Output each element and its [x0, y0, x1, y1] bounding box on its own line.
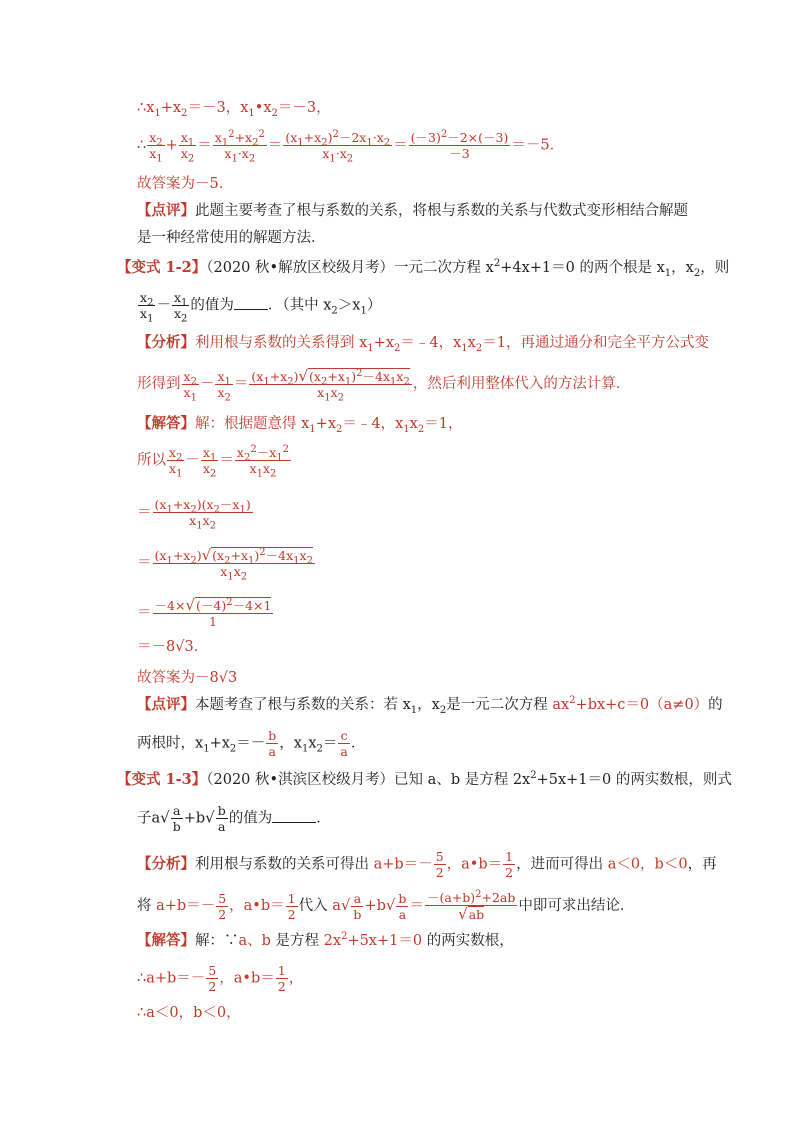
- solution-step-4: ＝ $\frac{-4\times√(-4)^2-4\times 1}{1}$: [137, 596, 272, 629]
- solution-3-line-2: ∴a+b＝－ $\frac{5}{2}$ ，a•b＝ $\frac{1}{2}$ ，: [137, 963, 304, 994]
- question-source: （2020 秋•解放区校级月考）一元二次方程 $x^2+4x+1=0$ 的两个根是 $x_1$，$x_2$，则: [206, 258, 730, 279]
- step-result: ＝－5．: [511, 137, 565, 154]
- analysis-3-line-2: 将 a+b＝－ $\frac{5}{2}$ ，a•b＝ $\frac{1}{2}$ 代入 a√ $\frac{a}{b}$ +b√ $\frac{b}{a}$ ＝ $\frac{-(a+b)^2+2ab}{√ab}$ 中即可求出结论．: [137, 888, 635, 923]
- answer-line-2: 故答案为－8√3: [137, 670, 238, 686]
- answer-blank-2[interactable]: [272, 808, 316, 823]
- comment-2-line-2: 两根时，$x_1+x_2=-$ $\frac{b}{a}$ ，$x_1x_2=$ $\frac{c}{a}$ ．: [137, 728, 366, 759]
- question-tag: 【变式 1-2】: [117, 259, 207, 276]
- question-1-2-line-2: $\frac{x_2}{x_1}$ － $\frac{x_1}{x_2}$ 的值为 ．（其中 $x_2>x_1$）: [140, 290, 382, 325]
- question-1-3-line-1: 【变式 1-3】（2020 秋•淇滨区校级月考）已知 a、b 是方程 $2x^2+5x+1=0$ 的两实数根，则式: [117, 770, 732, 788]
- comment-line-2: 是一种经常使用的解题方法．: [137, 230, 326, 246]
- step-expression: ∴ $\frac{x_2}{x_1}$ + $\frac{x_1}{x_2}$ ＝ $\frac{x_1^2+x_2^2}{x_1\cdot x_2}$ ＝ $\frac{(x_1+x_2)^2-2x_1\cdot x_2}{x_1\cdot x_2}$ ＝ $\frac{(-3)^2-2\times(-3)}{-3}$ ＝－5．: [137, 128, 565, 165]
- answer-line: 故答案为－5．: [137, 176, 234, 192]
- comment-line-1: [137, 201, 688, 221]
- answer-blank[interactable]: [234, 295, 268, 310]
- question-1-2-line-1: [117, 258, 729, 278]
- analysis-line-1: 【分析】利用根与系数的关系得到 $x_1+x_2=﹣4$，$x_1x_2=1$，再通过通分和完全平方公式变: [137, 334, 709, 354]
- solution-3-line-1: 【解答】解：∵a、b 是方程 $2x^2+5x+1=0$ 的两实数根，: [137, 931, 514, 949]
- solution-step-5: ＝－8√3．: [137, 639, 209, 655]
- solution-step-3: ＝ $\frac{(x_1+x_2)√(x_2+x_1)^2-4x_1x_2}{x_1x_2}$: [137, 546, 313, 583]
- solution-step-2: ＝ $\frac{(x_1+x_2)(x_2-x_1)}{x_1x_2}$: [137, 497, 251, 532]
- analysis-3-line-1: 【分析】利用根与系数的关系可得出 a+b＝－ $\frac{5}{2}$ ，a•b＝ $\frac{1}{2}$ ，进而可得出 a＜0，b＜0，再: [137, 849, 717, 880]
- comment-2-line-1: 【点评】本题考查了根与系数的关系：若 $x_1$，$x_2$是一元二次方程 $ax^2+bx+c=0(a\ne 0)$的: [137, 695, 723, 716]
- solution-3-line-3: ∴a＜0，b＜0，: [137, 1005, 241, 1021]
- analysis-line-2: 形得到 $\frac{x_2}{x_1}$ － $\frac{x_1}{x_2}$ ＝ $\frac{(x_1+x_2)√(x_2+x_1)^2-4x_1x_2}{x_1x_2}$ ，然后利用整体代入的方法计算．: [137, 367, 631, 404]
- comment-tag: 【点评】: [137, 202, 195, 219]
- step-sum-product: $\therefore x_1+x_2=-3$，$x_1•x_2=-3$，: [137, 100, 331, 119]
- solution-line-1: 【解答】解：根据题意得 $x_1+x_2=﹣4$，$x_1x_2=1$，: [137, 415, 463, 435]
- solution-step-1: 所以 $\frac{x_2}{x_1}$ － $\frac{x_1}{x_2}$ ＝ $\frac{x_2^2-x_1^2}{x_1x_2}$: [137, 443, 289, 480]
- comment-text: 此题主要考查了根与系数的关系，将根与系数的关系与代数式变形相结合解题: [195, 203, 688, 219]
- question-1-3-line-2: 子a√ $\frac{a}{b}$ +b√ $\frac{b}{a}$ 的值为 ．: [137, 803, 331, 834]
